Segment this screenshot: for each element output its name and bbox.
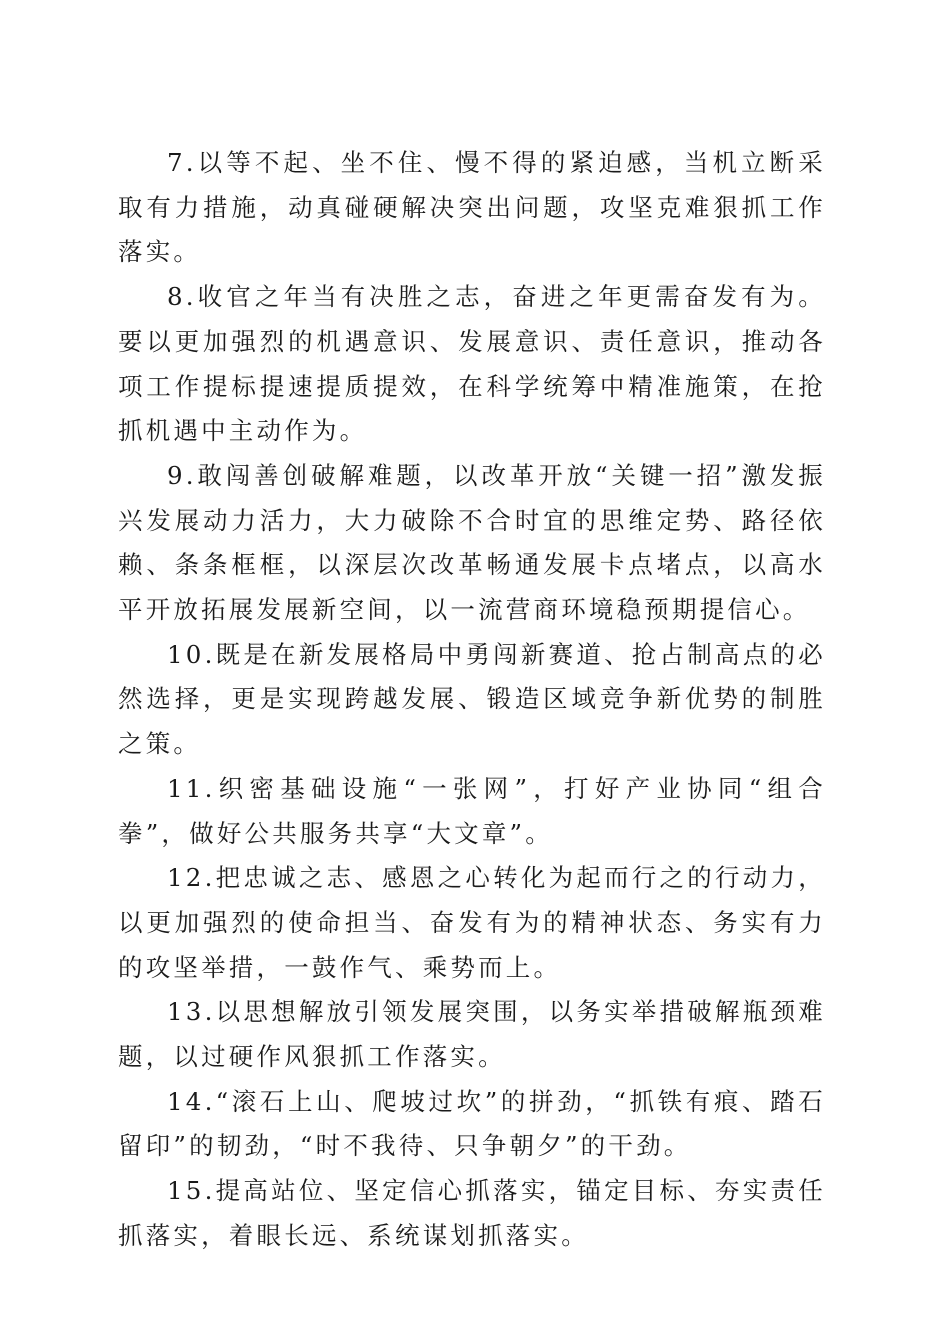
paragraph-15: 15.提高站位、坚定信心抓落实，锚定目标、夯实责任抓落实，着眼长远、系统谋划抓落实。 xyxy=(118,1176,826,1250)
paragraph-7: 7.以等不起、坐不住、慢不得的紧迫感，当机立断采取有力措施，动真碰硬解决突出问题，攻坚克难狠抓工作落实。 xyxy=(118,148,826,267)
paragraph-14: 14.“滚石上山、爬坡过坎”的拼劲，“抓铁有痕、踏石留印”的韧劲，“时不我待、只争朝夕”的干劲。 xyxy=(118,1086,826,1161)
document-body xyxy=(118,141,826,1259)
paragraph-10: 10.既是在新发展格局中勇闯新赛道、抢占制高点的必然选择，更是实现跨越发展、锻造区域竞争新优势的制胜之策。 xyxy=(118,639,826,759)
paragraph-12: 12.把忠诚之志、感恩之心转化为起而行之的行动力，以更加强烈的使命担当、奋发有为的精神状态、务实有力的攻坚举措，一鼓作气、乘势而上。 xyxy=(118,863,826,982)
paragraph-13: 13.以思想解放引领发展突围，以务实举措破解瓶颈难题，以过硬作风狠抓工作落实。 xyxy=(118,997,826,1072)
paragraph-9: 9.敢闯善创破解难题，以改革开放“关键一招”激发振兴发展动力活力，大力破除不合时宜的思维定势、路径依赖、条条框框，以深层次改革畅通发展卡点堵点，以高水平开放拓展发展新空间，以一流营商环境稳预期提信心。 xyxy=(118,460,826,625)
paragraph-11: 11.织密基础设施“一张网”，打好产业协同“组合拳”，做好公共服务共享“大文章”。 xyxy=(118,773,826,848)
paragraph-8: 8.收官之年当有决胜之志，奋进之年更需奋发有为。要以更加强烈的机遇意识、发展意识、责任意识，推动各项工作提标提速提质提效，在科学统筹中精准施策，在抢抓机遇中主动作为。 xyxy=(118,282,826,446)
